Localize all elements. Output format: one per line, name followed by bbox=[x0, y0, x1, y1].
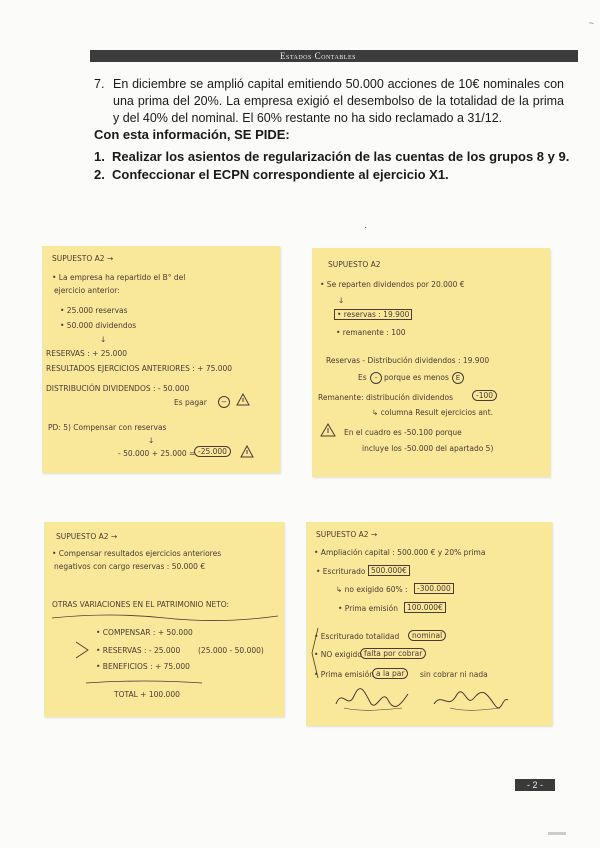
note-line: negativos con cargo reservas : 50.000 € bbox=[54, 562, 206, 571]
signature-2 bbox=[430, 686, 510, 716]
note-line: Es pagar bbox=[174, 398, 207, 407]
sticky-note-4 bbox=[306, 522, 552, 726]
note-line: • 25.000 reservas bbox=[60, 306, 128, 315]
note-line: Es bbox=[358, 373, 367, 382]
note-line: ↳ columna Result ejercicios ant. bbox=[372, 408, 494, 417]
note-line: • Compensar resultados ejercicios anteriores bbox=[52, 549, 222, 558]
note-line: incluye los -50.000 del apartado 5) bbox=[362, 444, 494, 453]
task-number: 1. bbox=[94, 149, 105, 164]
scan-mark bbox=[548, 832, 566, 835]
circled-word: falta por cobrar bbox=[360, 649, 426, 659]
task-number: 2. bbox=[94, 167, 105, 182]
note-line: • Prima emisión bbox=[338, 604, 398, 613]
task-text: Confeccionar el ECPN correspondiente al ejercicio X1. bbox=[112, 167, 449, 182]
note-line: - 50.000 + 25.000 = bbox=[118, 449, 196, 458]
minus-circle-icon: − bbox=[218, 396, 230, 408]
note-line: PD: 5) Compensar con reservas bbox=[48, 423, 167, 432]
note-title: SUPUESTO A2 → bbox=[52, 254, 114, 263]
note-line: • Prima emisión bbox=[314, 670, 374, 679]
item-number: 7. bbox=[94, 77, 105, 91]
note-line: (25.000 - 50.000) bbox=[198, 646, 264, 655]
note-title: SUPUESTO A2 → bbox=[56, 532, 118, 541]
note-line: ↳ no exigido 60% : bbox=[336, 585, 408, 594]
page-number: - 2 - bbox=[515, 779, 555, 791]
boxed-value: 100.000€ bbox=[404, 603, 446, 613]
note-line: ejercicio anterior: bbox=[54, 286, 120, 295]
warning-icon bbox=[236, 393, 250, 406]
warning-icon bbox=[240, 445, 254, 458]
note-line: En el cuadro es -50.100 porque bbox=[344, 428, 462, 437]
sticky-note-2 bbox=[312, 248, 550, 477]
note-line: • 50.000 dividendos bbox=[60, 321, 137, 330]
sticky-note-1 bbox=[42, 246, 280, 473]
note-line: Remanente: distribución dividendos bbox=[318, 393, 454, 402]
note-line: • Se reparten dividendos por 20.000 € bbox=[320, 280, 465, 289]
note-line: • La empresa ha repartido el B° del bbox=[52, 273, 186, 282]
item-text: En diciembre se amplió capital emitiendo 50.000 acciones de 10€ nominales con una prima del 20%. La empresa exigió el desembolso de la totalidad de la prima y del 40% del nominal. El 60% restante no ha sido reclamado a 31/12. bbox=[113, 77, 564, 125]
instructions-heading: Con esta información, SE PIDE: bbox=[94, 127, 290, 142]
note-line: sin cobrar ni nada bbox=[420, 670, 488, 679]
exercise-item-7 bbox=[94, 76, 564, 127]
e-circle-icon: E bbox=[452, 372, 464, 384]
boxed-value: 500.000€ bbox=[368, 566, 410, 576]
note-line: DISTRIBUCIÓN DIVIDENDOS : - 50.000 bbox=[46, 384, 190, 393]
note-title: SUPUESTO A2 → bbox=[316, 530, 378, 539]
note-line: TOTAL + 100.000 bbox=[114, 690, 180, 699]
boxed-value: -300.000 bbox=[414, 584, 454, 594]
note-line: • NO exigido bbox=[314, 650, 362, 659]
note-line: • Escriturado bbox=[316, 567, 366, 576]
circled-word: nominal bbox=[408, 631, 446, 641]
note-line: Reservas - Distribución dividendos : 19.900 bbox=[326, 356, 490, 365]
note-arrow: ↓ bbox=[148, 436, 155, 445]
task-item bbox=[94, 148, 574, 166]
task-text: Realizar los asientos de regularización de las cuentas de los grupos 8 y 9. bbox=[112, 149, 570, 164]
note-title: SUPUESTO A2 bbox=[328, 260, 381, 269]
underline-scribble bbox=[50, 610, 280, 624]
total-line bbox=[84, 679, 204, 687]
task-item bbox=[94, 166, 574, 184]
header-title: Estados Contables bbox=[280, 51, 356, 61]
stray-mark: · bbox=[364, 222, 368, 233]
header-bar bbox=[90, 50, 578, 62]
bracket-arrow-icon bbox=[74, 640, 98, 660]
signature-1 bbox=[332, 684, 412, 714]
warning-icon bbox=[320, 423, 336, 437]
bracket-arrow-icon bbox=[310, 618, 370, 688]
result-oval: -100 bbox=[472, 391, 497, 401]
note-line: • Escriturado totalidad bbox=[314, 632, 400, 641]
note-line: • BENEFICIOS : + 75.000 bbox=[96, 662, 190, 671]
minus-circle-icon: - bbox=[370, 372, 382, 384]
note-line: OTRAS VARIACIONES EN EL PATRIMONIO NETO: bbox=[52, 600, 230, 609]
sticky-note-3 bbox=[44, 522, 284, 717]
note-arrow: ↓ bbox=[100, 335, 107, 344]
corner-mark: ~ bbox=[588, 18, 594, 28]
note-line: • remanente : 100 bbox=[336, 328, 406, 337]
boxed-value: • reservas : 19.900 bbox=[334, 310, 412, 320]
note-line: • COMPENSAR : + 50.000 bbox=[96, 628, 193, 637]
note-line: porque es menos bbox=[384, 373, 449, 382]
result-oval: -25.000 bbox=[194, 447, 231, 457]
note-arrow: ↓ bbox=[338, 296, 345, 305]
note-line: • Ampliación capital : 500.000 € y 20% prima bbox=[314, 548, 486, 557]
note-line: RESULTADOS EJERCICIOS ANTERIORES : + 75.000 bbox=[46, 364, 233, 373]
note-line: RESERVAS : + 25.000 bbox=[46, 349, 127, 358]
note-line: • RESERVAS : - 25.000 bbox=[96, 646, 181, 655]
task-list bbox=[94, 148, 574, 184]
circled-word: a la par bbox=[372, 669, 408, 679]
